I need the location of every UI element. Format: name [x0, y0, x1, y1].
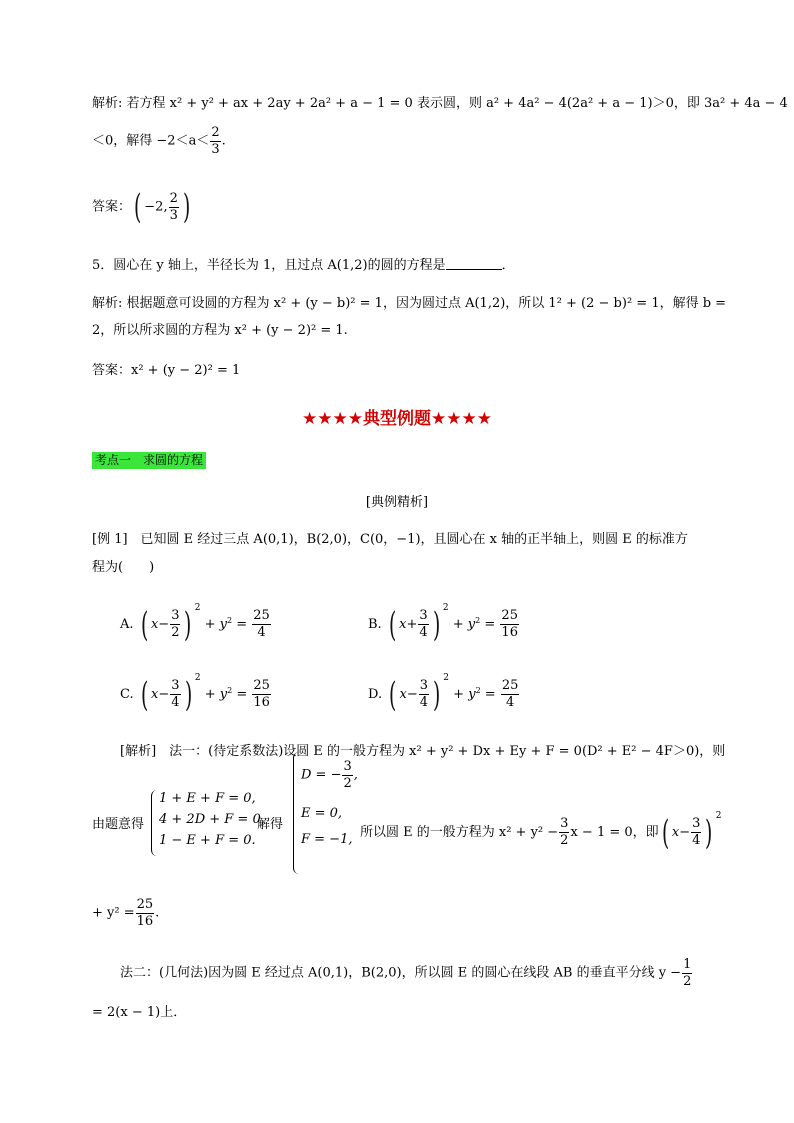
- numerator: 25: [501, 608, 518, 624]
- example1-line1: [例 1] 已知圆 E 经过三点 A(0,1)，B(2,0)，C(0，−1)，且圆心在 x 轴的正半轴上，则圆 E 的标准方: [92, 532, 688, 547]
- solution-1-text: D = −: [301, 767, 342, 783]
- paren-left: (: [388, 604, 397, 645]
- numerator: 25: [136, 897, 154, 912]
- sign: +: [406, 617, 418, 632]
- denominator: 4: [505, 695, 515, 710]
- paren-right: ): [433, 674, 441, 715]
- fraction: [170, 679, 180, 709]
- numerator: 25: [253, 678, 270, 694]
- answer-value: −2,: [144, 199, 168, 215]
- fraction: [691, 817, 701, 847]
- line3-text: + y² =: [92, 905, 135, 921]
- option-b[interactable]: B. ( x+ $\frac{3}{4}$ ) $^2 + y^2$ = $\frac{25}{16}$: [368, 603, 518, 645]
- denominator: 3: [211, 141, 220, 157]
- numerator: 25: [253, 608, 270, 624]
- denominator: 4: [419, 695, 429, 710]
- equation-1: 1 + E + F = 0,: [159, 791, 256, 806]
- left-brace: [293, 752, 300, 874]
- fraction: [136, 898, 155, 928]
- q5-analysis-line2: 2，所以所求圆的方程为 x² + (y − 2)² = 1.: [92, 323, 348, 338]
- q5-analysis-line1: 解析: 根据题意可设圆的方程为 x² + (y − b)² = 1，因为圆过点 A(1,2)，所以 1² + (2 − b)² = 1，解得 b =: [92, 296, 727, 311]
- fraction: [419, 679, 429, 709]
- paren-left: (: [140, 674, 149, 715]
- sign: −: [158, 617, 170, 632]
- numerator: 3: [171, 678, 180, 694]
- denominator: 4: [171, 695, 180, 710]
- numerator: 1: [683, 957, 692, 972]
- numerator: 3: [171, 608, 180, 624]
- paren-right: ): [184, 674, 192, 715]
- equation-3: 1 − E + F = 0.: [159, 833, 256, 848]
- q5-answer: 答案：x² + (y − 2)² = 1: [92, 363, 241, 378]
- denominator: 4: [419, 625, 428, 640]
- fraction: [559, 817, 569, 847]
- fraction: [252, 679, 271, 709]
- numerator: 3: [560, 816, 569, 832]
- solution-after: 所以圆 E 的一般方程为 x² + y² − $\frac{3}{2}$ x − 1 = 0，即( x− $\frac{3}{4}$ ) $^2$: [360, 811, 722, 853]
- option-a[interactable]: A. ( x− $\frac{3}{2}$ ) $^2 + y^2$ = $\frac{25}{4}$: [120, 603, 270, 645]
- solution-line3: + y² = $\frac{25}{16}$ .: [92, 897, 160, 929]
- after-text-2: x − 1 = 0，即: [570, 825, 659, 840]
- denominator: 16: [253, 695, 270, 710]
- option-label: C.: [120, 687, 134, 702]
- paren-right: ): [184, 604, 192, 645]
- answer-label: 答案：: [92, 199, 132, 215]
- solve-word: 解得: [257, 817, 284, 832]
- numerator: 3: [419, 678, 429, 694]
- denominator: 2: [343, 775, 352, 791]
- fraction: [418, 609, 428, 639]
- solution-3: F = −1,: [301, 832, 353, 848]
- sign: −: [158, 687, 170, 702]
- solution-method1-line1: [解析] 法一：(待定系数法)设圆 E 的一般方程为 x² + y² + Dx + Ey + F = 0(D² + E² − 4F＞0)，则: [120, 744, 726, 759]
- q4-analysis-line2: ＜0，解得 −2＜a＜ $\frac{2}{3}$ .: [92, 125, 226, 157]
- denominator: 16: [136, 913, 154, 929]
- after-text: 所以圆 E 的一般方程为 x² + y² −: [360, 825, 559, 840]
- numerator: 2: [169, 190, 178, 206]
- numerator: 3: [692, 816, 701, 832]
- fraction: [501, 679, 520, 709]
- paren-right: ): [705, 812, 713, 853]
- option-label: A.: [120, 617, 134, 632]
- topic-tag: 考点一 求圆的方程: [92, 452, 206, 469]
- numerator: 3: [343, 759, 352, 774]
- fraction: [682, 958, 692, 988]
- method2-text: 法二：(几何法)因为圆 E 经过点 A(0,1)，B(2,0)，所以圆 E 的圆心在线段 AB 的垂直平分线 y −: [120, 965, 682, 981]
- solution-prefix: 由题意得: [92, 817, 145, 832]
- fraction: [500, 609, 519, 639]
- paren-left: (: [134, 187, 142, 227]
- solution-system: [301, 760, 358, 850]
- equation-system: [159, 788, 265, 851]
- paren-left: (: [140, 604, 148, 645]
- equation-2: 4 + 2D + F = 0,: [159, 812, 265, 827]
- paren-right: ): [182, 187, 191, 227]
- sign: −: [406, 687, 418, 702]
- paren-right: ): [432, 604, 440, 645]
- denominator: 2: [560, 833, 569, 848]
- q5-question-end: ．: [501, 258, 515, 273]
- denominator: 2: [171, 625, 180, 640]
- fraction: [170, 609, 180, 639]
- q5-question: [92, 257, 515, 272]
- left-brace: [151, 790, 158, 856]
- example1-line2: 程为( ): [92, 560, 155, 575]
- section-title: ★★★★典型例题★★★★: [302, 409, 492, 429]
- numerator: 2: [211, 125, 220, 140]
- denominator: 16: [501, 625, 518, 640]
- denominator: 3: [169, 207, 178, 223]
- answer-blank: [446, 257, 502, 270]
- denominator: 4: [257, 625, 266, 640]
- option-d[interactable]: D. ( x− $\frac{3}{4}$ ) $^2 + y^2$ = $\frac{25}{4}$: [368, 673, 519, 715]
- paren-left: (: [389, 674, 397, 715]
- solution-method2-line1: [120, 958, 693, 988]
- numerator: 3: [419, 608, 428, 624]
- denominator: 4: [692, 833, 701, 848]
- solution-method2-line2: = 2(x − 1)上．: [92, 1005, 187, 1020]
- option-label: D.: [368, 687, 383, 702]
- fraction: [252, 609, 271, 639]
- fraction: [210, 126, 220, 156]
- denominator: 2: [683, 973, 692, 989]
- paren-left: (: [661, 812, 669, 853]
- q4-analysis-line1: 解析: 若方程 x² + y² + ax + 2ay + 2a² + a − 1 = 0 表示圆，则 a² + 4a² − 4(2a² + a − 1)＞0，即 3a² + 4a − 4: [92, 96, 788, 111]
- q5-question-text: 5．圆心在 y 轴上，半径长为 1，且过点 A(1,2)的圆的方程是: [92, 258, 446, 273]
- q4-answer: [92, 187, 193, 227]
- option-c[interactable]: C. ( x− $\frac{3}{4}$ ) $^2 + y^2$ = $\frac{25}{16}$: [120, 673, 270, 715]
- fraction: [169, 192, 179, 222]
- q4-analysis-text: ＜0，解得 −2＜a＜: [92, 133, 210, 149]
- solution-1: D = − $\frac{3}{2}$ ,: [301, 759, 358, 791]
- subheading: [典例精析]: [365, 495, 429, 510]
- solution-2: E = 0,: [301, 806, 343, 822]
- numerator: 25: [501, 678, 519, 694]
- fraction: [342, 760, 352, 790]
- option-label: B.: [368, 617, 382, 632]
